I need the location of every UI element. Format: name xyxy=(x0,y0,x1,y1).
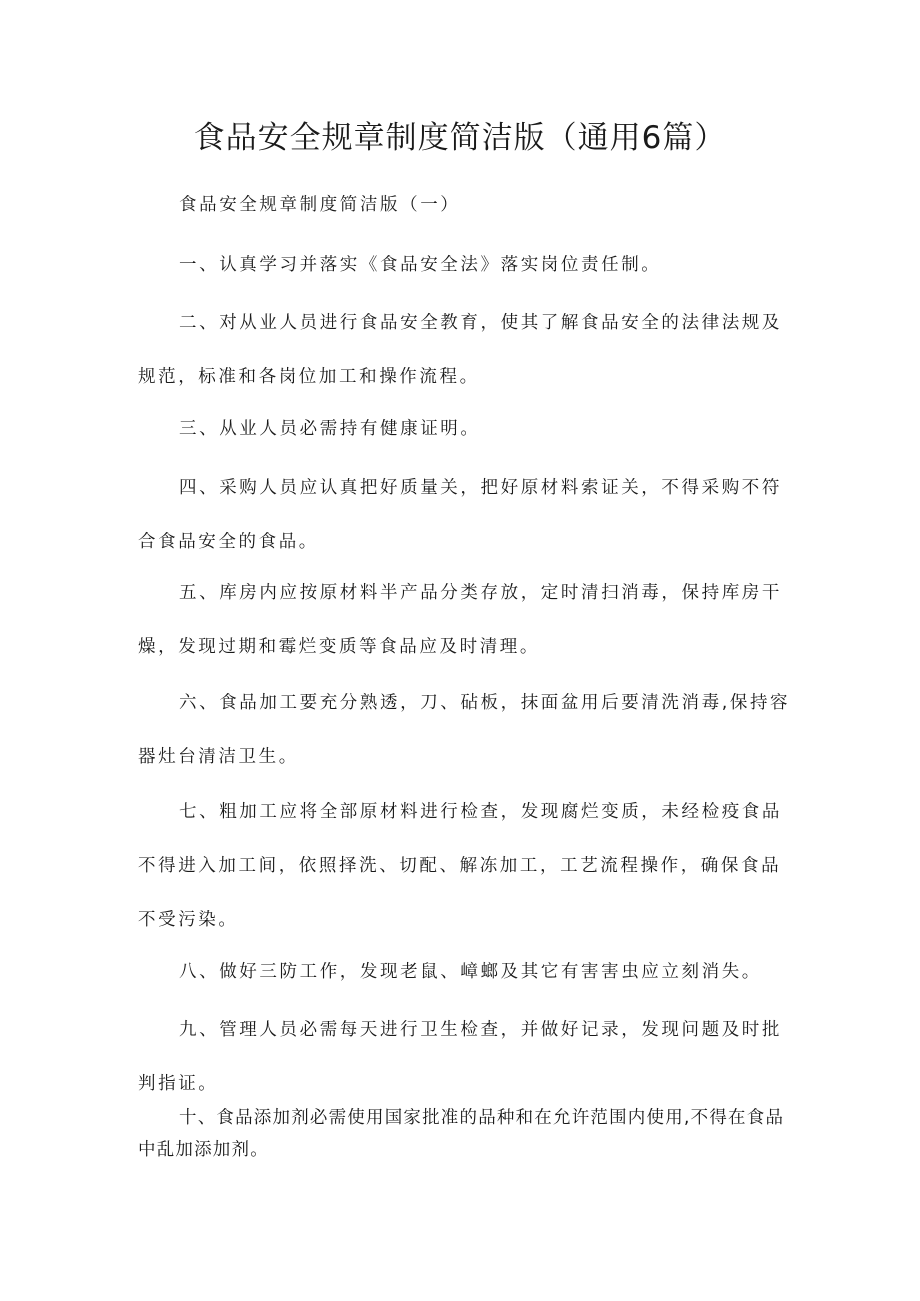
document-title: 食品安全规章制度简洁版（通用6篇） xyxy=(193,120,727,156)
paragraph-7: 七、粗加工应将全部原材料进行检查，发现腐烂变质，未经检疫食品不得进入加工间，依照择洗、切配、解冻加工，工艺流程操作，确保食品不受污染。 xyxy=(138,802,782,930)
paragraph-1: 一、认真学习并落实《食品安全法》落实岗位责任制。 xyxy=(179,255,662,275)
paragraph-2: 二、对从业人员进行食品安全教育，使其了解食品安全的法律法规及规范，标准和各岗位加工和操作流程。 xyxy=(138,313,782,387)
paragraph-9: 九、管理人员必需每天进行卫生检查，并做好记录，发现问题及时批判指证。 xyxy=(138,1020,782,1094)
paragraph-4: 四、采购人员应认真把好质量关，把好原材料索证关，不得采购不符合食品安全的食品。 xyxy=(138,478,782,552)
paragraph-5: 五、库房内应按原材料半产品分类存放，定时清扫消毒，保持库房干燥，发现过期和霉烂变质等食品应及时清理。 xyxy=(138,583,782,657)
paragraph-3: 三、从业人员必需持有健康证明。 xyxy=(179,419,481,439)
paragraph-10: 十、食品添加剂必需使用国家批准的品种和在允许范围内使用,不得在食品中乱加添加剂。 xyxy=(138,1108,785,1160)
paragraph-6: 六、食品加工要充分熟透，刀、砧板，抹面盆用后要清洗消毒,保持容器灶台清洁卫生。 xyxy=(138,693,791,767)
paragraph-8: 八、做好三防工作，发现老鼠、嶂螂及其它有害害虫应立刻消失。 xyxy=(179,962,762,982)
section-heading: 食品安全规章制度简洁版（一） xyxy=(179,195,461,215)
